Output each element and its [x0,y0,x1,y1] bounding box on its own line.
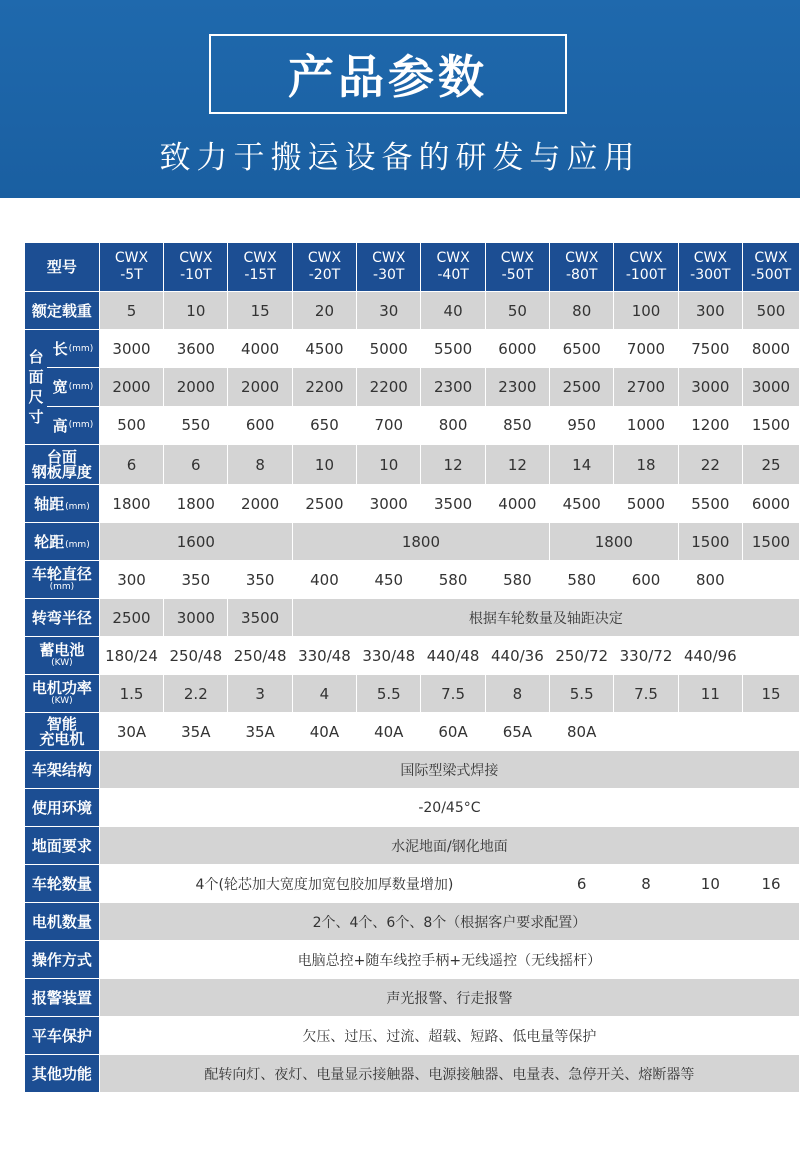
rated-load-value: 50 [486,292,550,330]
other-functions-value: 配转向灯、夜灯、电量显示接触器、电源接触器、电量表、急停开关、熔断器等 [100,1055,800,1093]
model-header-line: -20T [308,267,341,283]
axle-distance-value: 5000 [614,485,678,523]
length-value: 5500 [421,330,485,368]
length-value: 6500 [550,330,614,368]
motors-count-row [25,903,800,941]
wheels-count-label: 车轮数量 [25,865,100,903]
model-header [679,243,743,292]
model-header-line: -30T [373,267,405,283]
height-value: 500 [100,407,164,445]
axle-distance-row [25,485,800,523]
wheel-label-text: 车轮直径 [31,565,92,583]
plate-thickness-value: 6 [100,445,164,485]
motor-power-value: 15 [743,675,800,713]
rated-load-row [25,292,800,330]
height-value: 550 [164,407,228,445]
length-unit: (mm) [68,343,94,354]
battery-value: 330/72 [614,637,678,675]
model-header [421,243,485,292]
plate-label-line2: 钢板厚度 [31,462,92,481]
rated-load-value: 30 [357,292,421,330]
battery-value: 330/48 [293,637,357,675]
alarm-row [25,979,800,1017]
battery-value: 250/72 [550,637,614,675]
plate-thickness-label [25,445,100,485]
battery-value: 250/48 [228,637,292,675]
track-value: 1800 [550,523,679,561]
charger-value: 35A [228,713,292,751]
model-row [25,243,800,292]
length-value: 4000 [228,330,292,368]
plate-thickness-row [25,445,800,485]
motor-power-value: 2.2 [164,675,228,713]
width-value: 2200 [357,368,421,406]
track-value: 1600 [100,523,293,561]
rated-load-value: 500 [743,292,800,330]
platform-width-row [25,368,800,406]
width-unit: (mm) [68,381,94,392]
motor-power-row [25,675,800,713]
height-value: 700 [357,407,421,445]
length-value: 8000 [743,330,800,368]
rated-load-value: 40 [421,292,485,330]
wheel-diameter-row [25,561,800,599]
environment-row [25,789,800,827]
plate-thickness-value: 18 [614,445,678,485]
model-header [486,243,550,292]
alarm-value: 声光报警、行走报警 [100,979,800,1017]
width-value: 2700 [614,368,678,406]
height-value: 950 [550,407,614,445]
length-label: 长 [52,340,68,359]
wheels-count-row [25,865,800,903]
width-value: 2300 [486,368,550,406]
battery-value: 180/24 [100,637,164,675]
plate-thickness-value: 10 [293,445,357,485]
model-header-line: -500T [750,267,792,283]
alarm-label: 报警装置 [25,979,100,1017]
model-header-line: CWX [436,250,470,266]
hero-banner [0,0,800,198]
model-header-line: CWX [372,250,406,266]
plate-thickness-value: 12 [421,445,485,485]
charger-value: 65A [486,713,550,751]
battery-value: 440/96 [679,637,743,675]
turn-radius-value: 2500 [100,599,164,637]
rated-load-value: 300 [679,292,743,330]
motor-power-value: 5.5 [550,675,614,713]
length-value: 5000 [357,330,421,368]
motor-power-value: 7.5 [614,675,678,713]
width-value: 3000 [743,368,800,406]
track-value: 1800 [293,523,550,561]
model-header-line: -50T [501,267,534,283]
motor-power-label [25,675,100,713]
model-header [293,243,357,292]
plate-thickness-value: 12 [486,445,550,485]
plate-thickness-value: 25 [743,445,800,485]
turn-radius-value: 3000 [164,599,228,637]
turn-radius-note: 根据车轮数量及轴距决定 [293,599,800,637]
axle-distance-value: 2000 [228,485,292,523]
wheel-diameter-value: 350 [228,561,292,599]
track-width-row [25,523,800,561]
model-header [550,243,614,292]
rated-load-value: 5 [100,292,164,330]
axle-distance-value: 4500 [550,485,614,523]
model-header-line: -40T [437,267,469,283]
model-header-line: -80T [565,267,598,283]
height-value: 1500 [743,407,800,445]
track-value: 1500 [679,523,743,561]
charger-value [743,713,800,751]
charger-row [25,713,800,751]
battery-value: 440/36 [486,637,550,675]
plate-thickness-value: 8 [228,445,292,485]
rated-load-label: 额定载重 [25,292,100,330]
axle-distance-value: 3500 [421,485,485,523]
length-value: 6000 [486,330,550,368]
length-value: 3600 [164,330,228,368]
battery-value: 330/48 [357,637,421,675]
model-header-line: -100T [625,267,667,283]
charger-value: 80A [550,713,614,751]
height-value: 850 [486,407,550,445]
platform-height-row [25,407,800,445]
axle-distance-value: 6000 [743,485,800,523]
wheel-diameter-value: 580 [486,561,550,599]
axle-unit: (mm) [65,502,90,512]
title-frame [209,34,567,114]
track-value: 1500 [743,523,800,561]
axle-label-text: 轴距 [34,495,65,513]
frame-row [25,751,800,789]
turn-radius-label: 转弯半径 [25,599,100,637]
other-functions-label: 其他功能 [25,1055,100,1093]
wheel-diameter-value: 580 [550,561,614,599]
width-value: 2000 [228,368,292,406]
charger-value [679,713,743,751]
axle-distance-value: 1800 [100,485,164,523]
motor-power-value: 3 [228,675,292,713]
battery-label-text: 蓄电池 [39,641,85,659]
charger-value: 60A [421,713,485,751]
length-value: 7000 [614,330,678,368]
height-value: 1200 [679,407,743,445]
battery-label [25,637,100,675]
wheel-diameter-value: 300 [100,561,164,599]
motor-power-value: 5.5 [357,675,421,713]
height-value: 650 [293,407,357,445]
model-header-line: CWX [500,250,534,266]
charger-value: 40A [357,713,421,751]
model-header-line: CWX [179,250,213,266]
frame-label: 车架结构 [25,751,100,789]
wheel-diameter-value: 450 [357,561,421,599]
track-width-label [25,523,100,561]
environment-label: 使用环境 [25,789,100,827]
rated-load-value: 20 [293,292,357,330]
protection-row [25,1017,800,1055]
platform-size-header [25,330,100,445]
model-header [228,243,292,292]
model-header-line: CWX [693,250,727,266]
rated-load-value: 100 [614,292,678,330]
model-header-line: -5T [120,267,143,283]
motor-power-unit: (KW) [51,696,73,706]
charger-value: 30A [100,713,164,751]
length-value: 3000 [100,330,164,368]
wheels-count-value: 10 [679,865,743,903]
height-label: 高 [52,416,68,435]
page-title: 产品参数 [288,50,488,104]
ground-row [25,827,800,865]
battery-value: 250/48 [164,637,228,675]
height-value: 1000 [614,407,678,445]
axle-distance-value: 1800 [164,485,228,523]
ground-label: 地面要求 [25,827,100,865]
model-header [743,243,800,292]
width-value: 3000 [679,368,743,406]
page-subtitle: 致力于搬运设备的研发与应用 [159,140,641,176]
model-header-line: -15T [244,267,276,283]
battery-unit: (KW) [51,658,73,668]
wheel-diameter-label [25,561,100,599]
width-value: 2000 [100,368,164,406]
wheels-count-value: 8 [614,865,678,903]
plate-thickness-value: 6 [164,445,228,485]
frame-value: 国际型梁式焊接 [100,751,800,789]
width-value: 2200 [293,368,357,406]
axle-distance-label [25,485,100,523]
model-header-line: -300T [690,267,731,283]
height-value: 800 [421,407,485,445]
plate-thickness-value: 22 [679,445,743,485]
battery-value: 440/48 [421,637,485,675]
axle-distance-value: 2500 [293,485,357,523]
charger-value [614,713,678,751]
wheel-diameter-value: 600 [614,561,678,599]
rated-load-value: 10 [164,292,228,330]
charger-label-line2: 充电机 [39,729,85,748]
axle-distance-value: 5500 [679,485,743,523]
width-value: 2500 [550,368,614,406]
model-header-line: CWX [243,250,277,266]
protection-label: 平车保护 [25,1017,100,1055]
motor-power-label-text: 电机功率 [31,679,92,697]
wheel-diameter-value: 350 [164,561,228,599]
length-value: 7500 [679,330,743,368]
height-value: 600 [228,407,292,445]
track-unit: (mm) [65,540,90,550]
plate-thickness-value: 14 [550,445,614,485]
operation-label: 操作方式 [25,941,100,979]
motor-power-value: 4 [293,675,357,713]
wheels-count-value: 16 [743,865,800,903]
charger-label [25,713,100,751]
wheel-diameter-value: 400 [293,561,357,599]
model-header-line: CWX [565,250,599,266]
axle-distance-value: 3000 [357,485,421,523]
width-label: 宽 [52,378,68,397]
motors-count-label: 电机数量 [25,903,100,941]
model-header-line: CWX [114,250,149,266]
wheel-diameter-value: 580 [421,561,485,599]
motor-power-value: 8 [486,675,550,713]
other-functions-row [25,1055,800,1093]
wheel-diameter-value [743,561,800,599]
length-value: 4500 [293,330,357,368]
axle-distance-value: 4000 [486,485,550,523]
spec-table [25,243,800,1093]
battery-value [743,637,800,675]
battery-row [25,637,800,675]
motor-power-value: 7.5 [421,675,485,713]
wheel-diameter-value: 800 [679,561,743,599]
protection-value: 欠压、过压、过流、超载、短路、低电量等保护 [100,1017,800,1055]
motor-power-value: 11 [679,675,743,713]
wheels-count-value: 6 [550,865,614,903]
platform-length-row [25,330,800,368]
charger-label-line1: 智能 [46,714,77,733]
operation-value: 电脑总控+随车线控手柄+无线遥控（无线摇杆） [100,941,800,979]
turn-radius-value: 3500 [228,599,292,637]
model-header [614,243,678,292]
plate-thickness-value: 10 [357,445,421,485]
rated-load-value: 80 [550,292,614,330]
charger-value: 35A [164,713,228,751]
wheel-unit: (mm) [49,582,75,592]
model-header-line: CWX [307,250,342,266]
model-header-line: -10T [180,267,212,283]
model-header-line: CWX [754,250,788,266]
model-header-line: CWX [629,250,663,266]
motors-count-value: 2个、4个、6个、8个（根据客户要求配置） [100,903,800,941]
ground-value: 水泥地面/钢化地面 [100,827,800,865]
turn-radius-row [25,599,800,637]
model-header [164,243,228,292]
wheels-count-merged: 4个(轮芯加大宽度加宽包胶加厚数量增加) [100,865,550,903]
rated-load-value: 15 [228,292,292,330]
platform-size-label: 台面尺寸 [28,348,44,426]
track-label-text: 轮距 [34,533,65,551]
motor-power-value: 1.5 [100,675,164,713]
model-header [357,243,421,292]
width-value: 2000 [164,368,228,406]
environment-value: -20/45°C [100,789,800,827]
plate-label-line1: 台面 [46,447,77,466]
model-label: 型号 [25,243,100,292]
operation-row [25,941,800,979]
height-unit: (mm) [68,420,94,431]
charger-value: 40A [293,713,357,751]
model-header [100,243,164,292]
width-value: 2300 [421,368,485,406]
